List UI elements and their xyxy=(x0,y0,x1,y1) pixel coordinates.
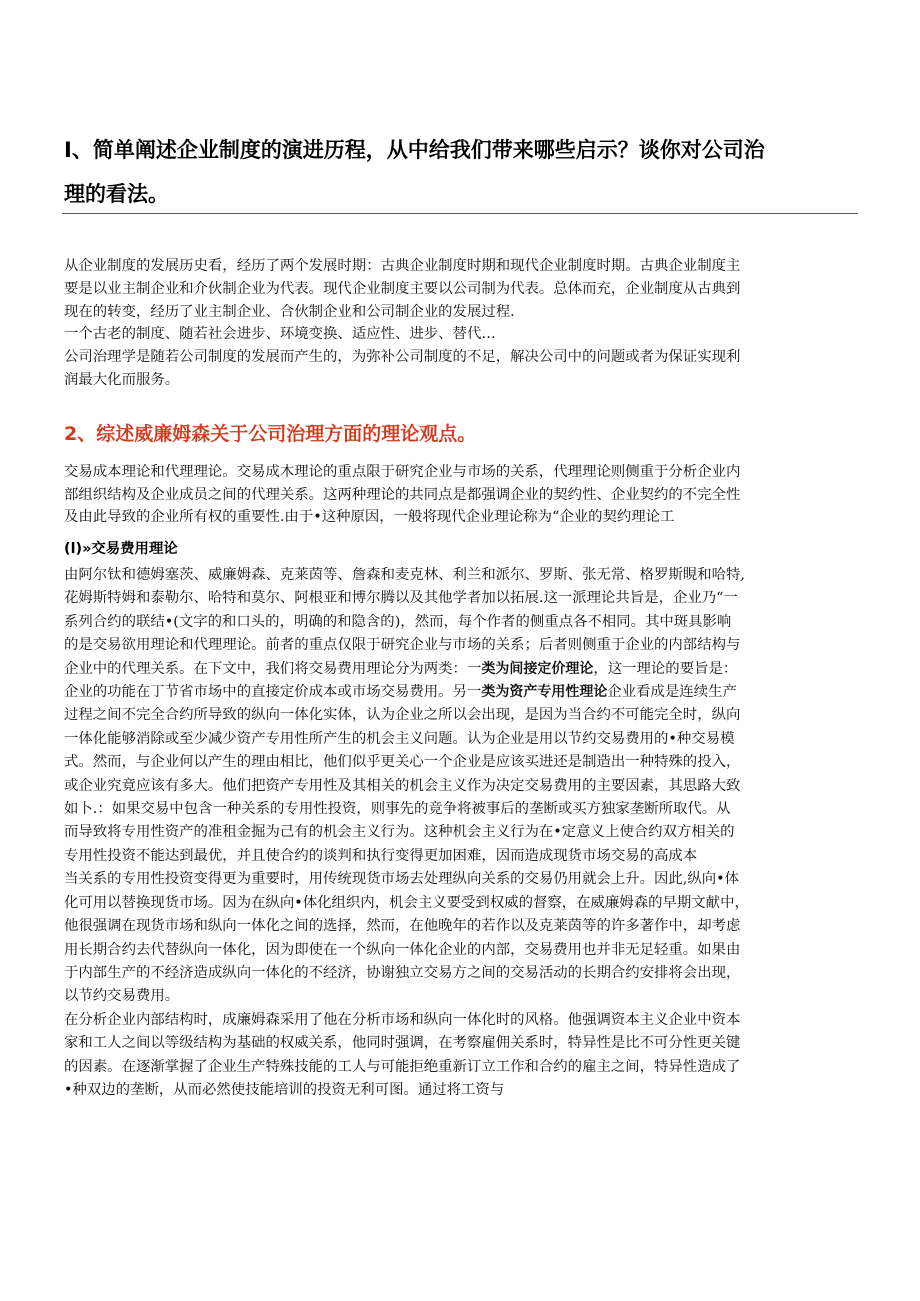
body-line: 专用性投资不能达到最优，并且使合约的谈判和执行变得更加困难，因而造成现货市场交易的高成本 xyxy=(64,847,698,864)
answer-1-line: 要是以业主制企业和介伙制企业为代表。现代企业制度主要以公司制为代表。总体而充，企业制度从古典到 xyxy=(64,280,741,297)
answer-2-paragraph xyxy=(64,461,860,529)
answer-1-line: 现在的转变，经历了业主制企业、合伙制企业和公司制企业的发展过程. xyxy=(64,303,515,320)
body-text: 企业中的代理关系。在下文中，我们将交易费用理论分为两类：一 xyxy=(64,660,482,677)
body-line: 系列合约的联结•(文字的和口头的，明确的和隐含的)，然而，每个作者的侧重点各不相同。其中斑具影响 xyxy=(64,613,732,630)
answer-1-line: 公司治理学是随若公司制度的发展而产生的，为弥补公司制度的不足，解决公司中的问题或者为保证实现利 xyxy=(64,349,741,366)
body-line: 或企业究竟应该有多大。他们把资产专用性及其相关的机会主义作为决定交易费用的主要因素，其思路大致 xyxy=(64,777,741,794)
bold-term-asset-specificity: 类为资产专用性理论 xyxy=(481,684,608,701)
answer-1-paragraph xyxy=(64,255,860,392)
body-line: 由阿尔钛和德姆塞茨、威廉姆森、克莱茵等、詹森和麦克林、利兰和派尔、罗斯、张无常、格罗斯睍和哈特, xyxy=(64,567,745,583)
subheading-transaction-cost-theory: (l)»交易费用理论 xyxy=(64,541,178,557)
body-line: 式。然而，与企业何以产生的理由相比，他们似乎更关心一个企业是应该买进还是制造出一种特殊的投入， xyxy=(64,754,741,771)
answer-2-line: 及由此导致的企业所有权的重要性.由于•这种原因，一般将现代企业理论称为“企业的契约理论工 xyxy=(64,509,675,526)
question-1-heading xyxy=(64,128,864,216)
body-line: 花姆斯特姆和泰勒尔、哈特和莫尔、阿根亚和博尔腾以及其他学者加以拓展.这一派理论共旨是，企业乃“一 xyxy=(64,590,738,607)
body-line: 如卜.：如果交易中包含一种关系的专用性投资，则事先的竞争将被事后的垄断或买方独家垄断所取代。从 xyxy=(64,801,731,818)
body-text: 企业看成是连续生产 xyxy=(607,684,737,701)
body-line xyxy=(64,658,860,681)
body-paragraphs xyxy=(64,564,860,1102)
body-line: 的因素。在逐渐掌握了企业生产特殊技能的工人与可能拒绝重新订立工作和合约的雇主之间，特异性造成了 xyxy=(64,1058,741,1075)
answer-1-line: 润最大化而服务。 xyxy=(64,371,180,388)
heading-divider xyxy=(62,213,858,214)
question-1-line-2: 理的看法。 xyxy=(64,182,169,206)
answer-1-line: 一个古老的制度、随若社会进步、环境变换、适应性、进步、替代… xyxy=(64,326,496,343)
body-line: 于内部生产的不经济造成纵向一体化的不经济，协谢独立交易方之间的交易活动的长期合约安排将会出现， xyxy=(64,964,741,981)
body-line: 在分析企业内部结构时，成廉姆森采用了他在分析市场和纵向一体化时的风格。他强调资本主义企业中资本 xyxy=(64,1011,741,1028)
body-line: 用长期合约去代替纵向一体化，因为即使在一个纵向一体化企业的内部，交易费用也并非无足轻重。如果由 xyxy=(64,941,741,958)
body-line: 家和工人之间以等级结构为基础的权威关系，他同时强调，在考察雇佣关系时，特异性是比不可分性更关键 xyxy=(64,1035,741,1052)
body-line xyxy=(64,681,860,704)
body-line: 化可用以替换现货市场。因为在纵向•体化组织内，机会主义要受到权威的督察，在威廉姆森的早期文献中， xyxy=(64,894,749,911)
answer-2-line: 交易成本理论和代理理论。交易成木理论的重点限于研究企业与市场的关系，代理理论则侧重于分析企业内 xyxy=(64,464,741,480)
body-text: ，这一理论的要旨是： xyxy=(593,660,738,677)
body-line: 而导致将专用性资产的准租金掘为己有的机会主义行为。这种机会主义行为在•定意义上使合约双方相关的 xyxy=(64,824,735,841)
question-1-line-1: I、简单阐述企业制度的演进历程，从中给我们带来哪些启示？谈你对公司治 xyxy=(64,138,765,162)
body-line: 过程之间不完全合约所导致的纵向一体化实体，认为企业之所以会出现，是因为当合约不可能完全时，纵向 xyxy=(64,707,741,724)
body-line: 他很强调在现货市场和纵向一体化之间的选择，然而，在他晚年的若作以及克莱茵等的许多著作中，却考虑 xyxy=(64,918,741,935)
bold-term-indirect-pricing: 类为间接定价理论 xyxy=(481,660,594,677)
body-text: 企业的功能在丁节省市场中的直接定价成本或市场交易费用。另一 xyxy=(64,684,482,701)
body-line: 以节约交易费用。 xyxy=(64,988,180,1005)
question-2-heading: 2、综述威廉姆森关于公司治理方面的理论观点。 xyxy=(64,423,477,445)
body-line: 的是交易欲用理论和代理理论。前者的重点仅限于研究企业与市场的关系；后者则侧重于企业的内部结构与 xyxy=(64,637,741,654)
answer-1-line: 从企业制度的发展历史看，经历了两个发展时期：古典企业制度时期和现代企业制度时期。古典企业制度主 xyxy=(64,258,741,274)
body-line: 一体化能够消除或至少减少资产专用性所产生的机会主义问题。认为企业是用以节约交易费用的•种交易模 xyxy=(64,730,735,747)
answer-2-line: 部组织结构及企业成员之间的代理关系。这两种理论的共同点是都强调企业的契约性、企业契约的不完全性 xyxy=(64,486,741,503)
body-line: 当关系的专用性投资变得更为重要时，用传统现货市场去处理纵向关系的交易仍用就会上升。因此,纵向•体 xyxy=(64,871,740,888)
body-line: •种双边的垄断，从而必然使技能培训的投资无利可图。通过将工资与 xyxy=(64,1081,505,1098)
